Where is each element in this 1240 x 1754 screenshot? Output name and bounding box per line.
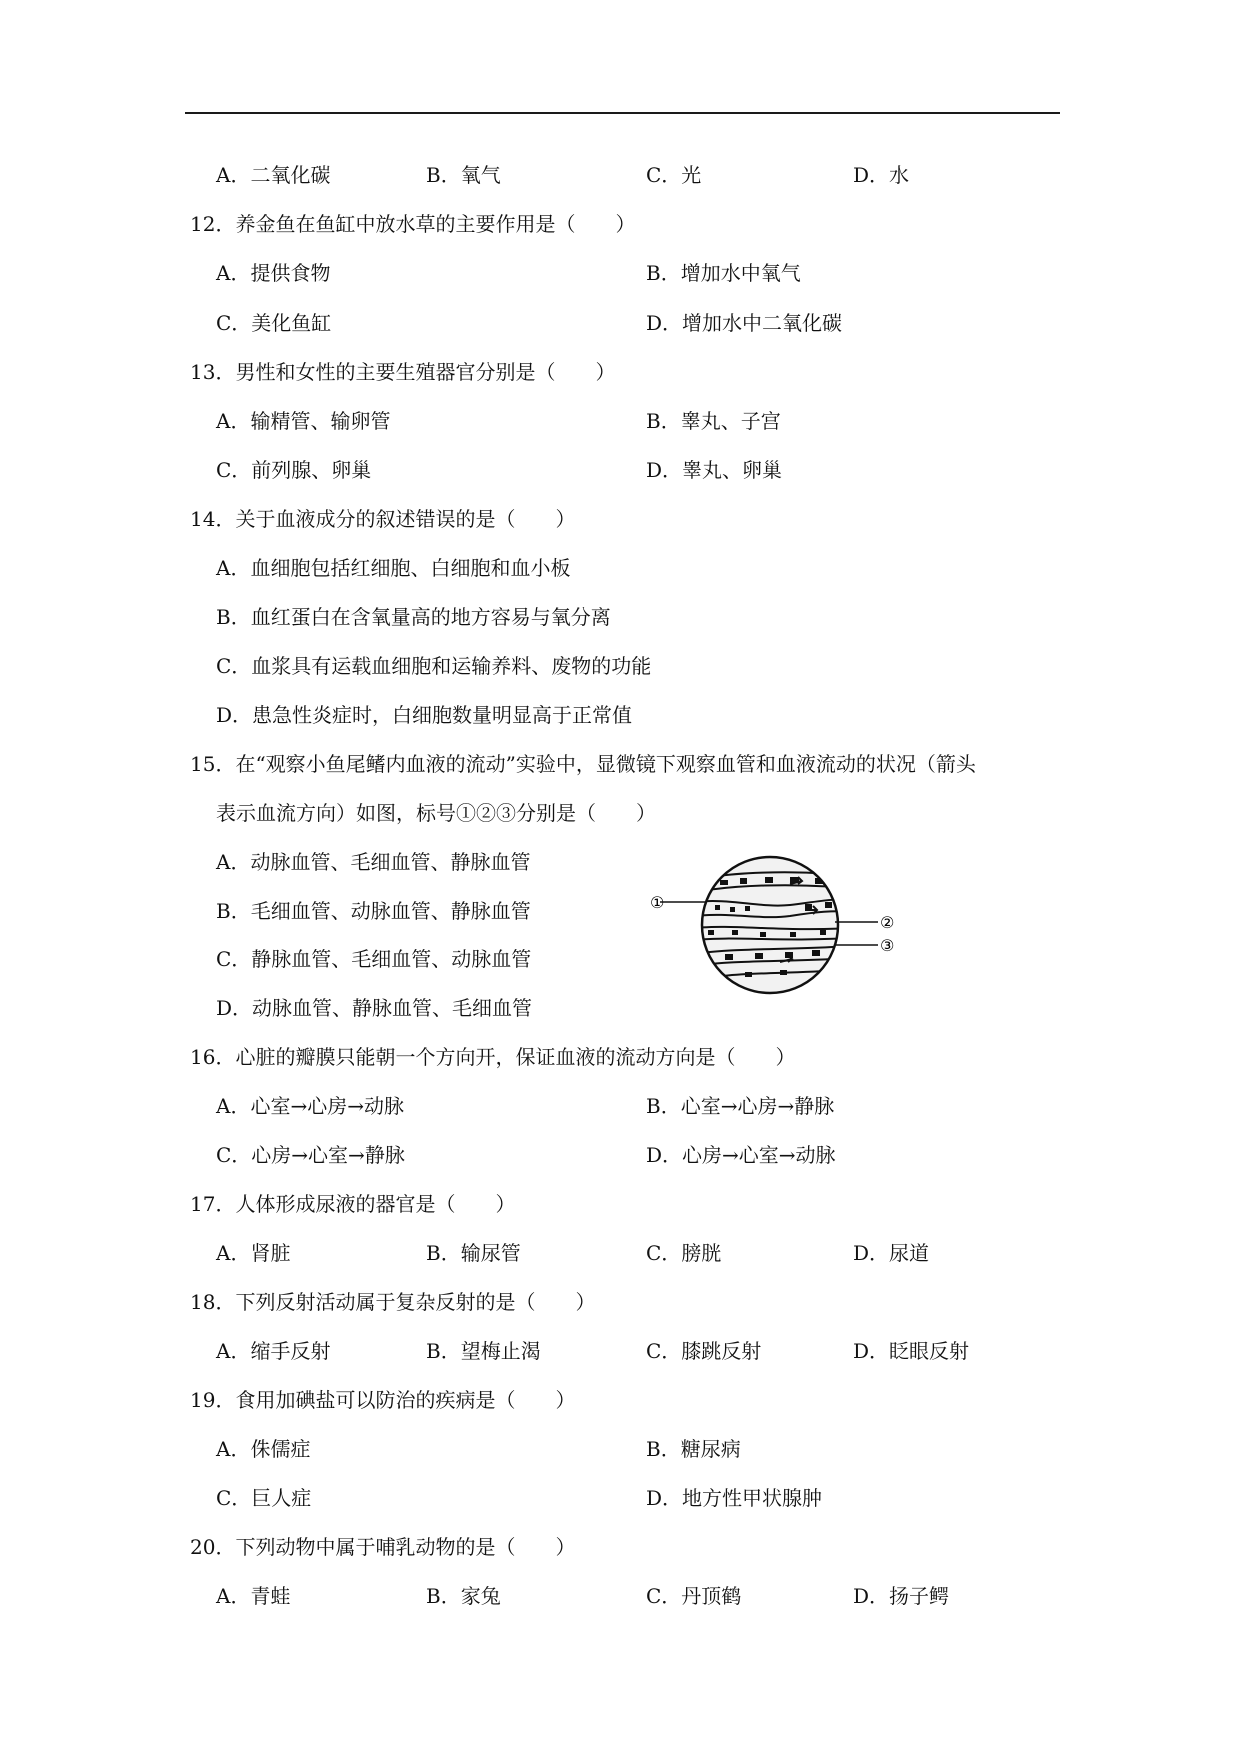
q15-option-c[interactable]: C．静脉血管、毛细血管、动脉血管: [216, 947, 532, 971]
q13-option-d[interactable]: D．睾丸、卵巢: [646, 458, 783, 482]
q15-stem-line2: 表示血流方向）如图，标号①②③分别是（ ）: [216, 801, 656, 825]
q20-stem: 20．下列动物中属于哺乳动物的是（ ）: [190, 1535, 576, 1559]
q17-option-c[interactable]: C．膀胱: [646, 1241, 722, 1265]
q13-option-a[interactable]: A．输精管、输卵管: [216, 409, 391, 433]
blood-vessel-figure: [640, 850, 900, 1000]
q15-option-a[interactable]: A．动脉血管、毛细血管、静脉血管: [216, 850, 531, 874]
q16-option-c[interactable]: C．心房→心室→静脉: [216, 1143, 405, 1167]
q15-option-b[interactable]: B．毛细血管、动脉血管、静脉血管: [216, 899, 531, 923]
label-1: ①: [650, 893, 665, 912]
q18-option-a[interactable]: A．缩手反射: [216, 1339, 331, 1363]
q12-option-b[interactable]: B．增加水中氧气: [646, 261, 801, 285]
q19-stem: 19．食用加碘盐可以防治的疾病是（ ）: [190, 1388, 576, 1412]
q18-stem: 18．下列反射活动属于复杂反射的是（ ）: [190, 1290, 596, 1314]
q17-stem: 17．人体形成尿液的器官是（ ）: [190, 1192, 516, 1216]
q16-option-a[interactable]: A．心室→心房→动脉: [216, 1094, 404, 1118]
q11-option-d[interactable]: D．水: [853, 163, 910, 187]
q16-option-b[interactable]: B．心室→心房→静脉: [646, 1094, 835, 1118]
q17-option-a[interactable]: A．肾脏: [216, 1241, 291, 1265]
q15-option-d[interactable]: D．动脉血管、静脉血管、毛细血管: [216, 996, 533, 1020]
label-3: ③: [880, 936, 895, 955]
q12-option-a[interactable]: A．提供食物: [216, 261, 331, 285]
q11-option-c[interactable]: C．光: [646, 163, 702, 187]
header-rule: [185, 112, 1060, 114]
q20-option-b[interactable]: B．家兔: [426, 1584, 501, 1608]
q13-stem: 13．男性和女性的主要生殖器官分别是（ ）: [190, 360, 616, 384]
q19-option-d[interactable]: D．地方性甲状腺肿: [646, 1486, 823, 1510]
q18-option-c[interactable]: C．膝跳反射: [646, 1339, 762, 1363]
q17-option-d[interactable]: D．尿道: [853, 1241, 930, 1265]
q14-option-a[interactable]: A．血细胞包括红细胞、白细胞和血小板: [216, 556, 571, 580]
q18-option-d[interactable]: D．眨眼反射: [853, 1339, 970, 1363]
q13-option-c[interactable]: C．前列腺、卵巢: [216, 458, 372, 482]
q14-option-d[interactable]: D．患急性炎症时，白细胞数量明显高于正常值: [216, 703, 633, 727]
q16-stem: 16．心脏的瓣膜只能朝一个方向开，保证血液的流动方向是（ ）: [190, 1045, 796, 1069]
q18-option-b[interactable]: B．望梅止渴: [426, 1339, 541, 1363]
q14-option-c[interactable]: C．血浆具有运载血细胞和运输养料、废物的功能: [216, 654, 652, 678]
q13-option-b[interactable]: B．睾丸、子宫: [646, 409, 781, 433]
q14-stem: 14．关于血液成分的叙述错误的是（ ）: [190, 507, 576, 531]
q19-option-b[interactable]: B．糖尿病: [646, 1437, 741, 1461]
q20-option-d[interactable]: D．扬子鳄: [853, 1584, 950, 1608]
q19-option-a[interactable]: A．侏儒症: [216, 1437, 311, 1461]
q19-option-c[interactable]: C．巨人症: [216, 1486, 312, 1510]
q11-option-b[interactable]: B．氧气: [426, 163, 501, 187]
q17-option-b[interactable]: B．输尿管: [426, 1241, 521, 1265]
q14-option-b[interactable]: B．血红蛋白在含氧量高的地方容易与氧分离: [216, 605, 611, 629]
label-2: ②: [880, 913, 895, 932]
q16-option-d[interactable]: D．心房→心室→动脉: [646, 1143, 836, 1167]
q20-option-a[interactable]: A．青蛙: [216, 1584, 291, 1608]
q12-option-c[interactable]: C．美化鱼缸: [216, 311, 332, 335]
q11-option-a[interactable]: A．二氧化碳: [216, 163, 331, 187]
q15-stem-line1: 15．在“观察小鱼尾鳍内血液的流动”实验中，显微镜下观察血管和血液流动的状况（箭头: [190, 752, 976, 776]
q12-option-d[interactable]: D．增加水中二氧化碳: [646, 311, 843, 335]
q20-option-c[interactable]: C．丹顶鹤: [646, 1584, 742, 1608]
q12-stem: 12．养金鱼在鱼缸中放水草的主要作用是（ ）: [190, 212, 636, 236]
